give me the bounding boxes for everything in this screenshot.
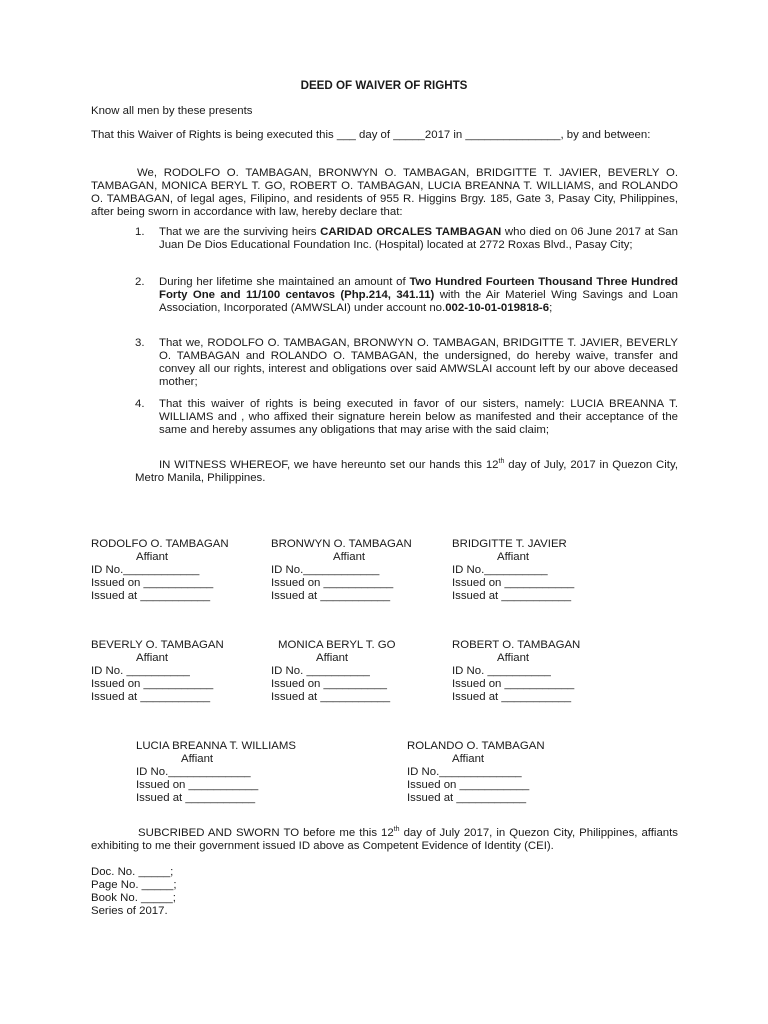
issued-on-field: Issued on ___________ [452, 577, 575, 589]
issued-at-field: Issued at ___________ [271, 590, 391, 602]
id-number-field: ID No. __________ [91, 665, 190, 677]
issued-on-field: Issued on ___________ [271, 577, 394, 589]
id-number-field: ID No._____________ [407, 766, 522, 778]
signatory-block [136, 740, 296, 805]
witness-text: IN WITNESS WHEREOF, we have hereunto set our hands this 12 [159, 459, 499, 471]
witness-paragraph [135, 459, 678, 485]
signatory-name: BEVERLY O. TAMBAGAN [91, 639, 224, 651]
ordinal-suffix: th [498, 458, 505, 466]
signatory-block [452, 639, 580, 704]
affiant-label: Affiant [497, 652, 530, 664]
affiant-label: Affiant [333, 551, 366, 563]
issued-at-field: Issued at ___________ [271, 691, 391, 703]
witness-text: day of July, 2017 in Quezon City, Metro Manila, Philippines. [135, 459, 678, 484]
item-number: 2. [135, 276, 145, 288]
signatory-block [271, 639, 396, 704]
account-number: 002-10-01-019818-6 [445, 302, 550, 314]
id-number-field: ID No. __________ [452, 665, 551, 677]
affiant-label: Affiant [452, 753, 485, 765]
issued-at-field: Issued at ___________ [407, 792, 527, 804]
signatory-block [91, 538, 229, 603]
issued-on-field: Issued on ___________ [452, 678, 575, 690]
amount: Two Hundred Fourteen Thousand Three Hundred Forty One and 11/100 centavos (Php.214, 341.11) [159, 276, 678, 301]
signatory-name: BRONWYN O. TAMBAGAN [271, 538, 412, 550]
series-field: Series of 2017. [91, 905, 168, 917]
id-number-field: ID No. __________ [271, 665, 370, 677]
signatory-name: ROLANDO O. TAMBAGAN [407, 740, 545, 752]
item-text-part: who died on 06 June 2017 at San Juan De Dios Educational Foundation Inc. (Hospital) located at 2772 Roxas Blvd., Pasay City; [159, 226, 678, 251]
ordinal-suffix: th [393, 826, 400, 834]
issued-on-field: Issued on ___________ [91, 577, 214, 589]
jurat-text: SUBCRIBED AND SWORN TO before me this 12 [138, 827, 394, 839]
item-text-part: That we are the surviving heirs [159, 226, 321, 238]
book-number-field: Book No. _____; [91, 892, 176, 904]
affiant-label: Affiant [316, 652, 349, 664]
issued-at-field: Issued at ___________ [136, 792, 256, 804]
issued-at-field: Issued at ___________ [91, 691, 211, 703]
issued-on-field: Issued on ___________ [407, 779, 530, 791]
item-number: 4. [135, 398, 145, 410]
id-number-field: ID No._____________ [136, 766, 251, 778]
signatory-name: ROBERT O. TAMBAGAN [452, 639, 581, 651]
id-number-field: ID No.____________ [271, 564, 380, 576]
item-text [159, 276, 678, 315]
issued-at-field: Issued at ___________ [91, 590, 211, 602]
execution-line: That this Waiver of Rights is being executed this ___ day of _____2017 in _______________, by and between: [91, 129, 651, 141]
affiant-label: Affiant [497, 551, 530, 563]
jurat-text: day of July 2017, in Quezon City, Philippines, affiants exhibiting to me their government issued ID above as Competent Evidence of Identity (CEI). [91, 827, 678, 852]
issued-on-field: Issued on __________ [271, 678, 387, 690]
item-text-part: During her lifetime she maintained an amount of [159, 276, 410, 288]
signatory-block [452, 538, 574, 603]
affiant-label: Affiant [136, 652, 169, 664]
doc-number-field: Doc. No. _____; [91, 866, 174, 878]
issued-on-field: Issued on ___________ [91, 678, 214, 690]
signatory-block [271, 538, 412, 603]
item-number: 3. [135, 337, 145, 349]
id-number-field: ID No.____________ [91, 564, 200, 576]
page-number-field: Page No. _____; [91, 879, 177, 891]
signatory-name: MONICA BERYL T. GO [278, 639, 396, 651]
signatory-name: BRIDGITTE T. JAVIER [452, 538, 567, 550]
issued-on-field: Issued on ___________ [136, 779, 259, 791]
document-title: DEED OF WAIVER OF RIGHTS [300, 79, 468, 92]
intro-line: Know all men by these presents [91, 105, 253, 117]
signatory-name: RODOLFO O. TAMBAGAN [91, 538, 229, 550]
issued-at-field: Issued at ___________ [452, 590, 572, 602]
signatory-name: LUCIA BREANNA T. WILLIAMS [136, 740, 296, 752]
item-text-part: ; [549, 302, 553, 314]
id-number-field: ID No.__________ [452, 564, 548, 576]
affiant-label: Affiant [181, 753, 214, 765]
item-text: That we, RODOLFO O. TAMBAGAN, BRONWYN O. TAMBAGAN, BRIDGITTE T. JAVIER, BEVERLY O. TAMBAGAN and ROLANDO O. TAMBAGAN, the undersigned, do hereby waive, transfer and convey all our rights, interest and obligations over said AMWSLAI account left by our above deceased mother; [159, 337, 678, 388]
issued-at-field: Issued at ___________ [452, 691, 572, 703]
jurat-paragraph [91, 827, 678, 853]
notarial-register [91, 866, 177, 918]
item-text [159, 226, 678, 252]
item-text: That this waiver of rights is being executed in favor of our sisters, namely: LUCIA BREANNA T. WILLIAMS and , who affixed their signature herein below as manifested and their acceptance of the same and hereby assumes any obligations that may arise with the said claim; [159, 398, 678, 436]
item-number: 1. [135, 226, 145, 238]
signatory-block [407, 740, 545, 805]
parties-paragraph: We, RODOLFO O. TAMBAGAN, BRONWYN O. TAMBAGAN, BRIDGITTE T. JAVIER, BEVERLY O. TAMBAGAN, MONICA BERYL T. GO, ROBERT O. TAMBAGAN, LUCIA BREANNA T. WILLIAMS, and ROLANDO O. TAMBAGAN, of legal ages, Filipino, and residents of 955 R. Higgins Brgy. 185, Gate 3, Pasay City, Philippines, after being sworn in accordance with law, hereby declare that: [91, 167, 678, 218]
signatory-block [91, 639, 224, 704]
affiant-label: Affiant [136, 551, 169, 563]
heir-name: CARIDAD ORCALES TAMBAGAN [320, 226, 502, 238]
item-text-part: with the Air Materiel Wing Savings and Loan Association, Incorporated (AMWSLAI) under account no. [159, 289, 678, 314]
